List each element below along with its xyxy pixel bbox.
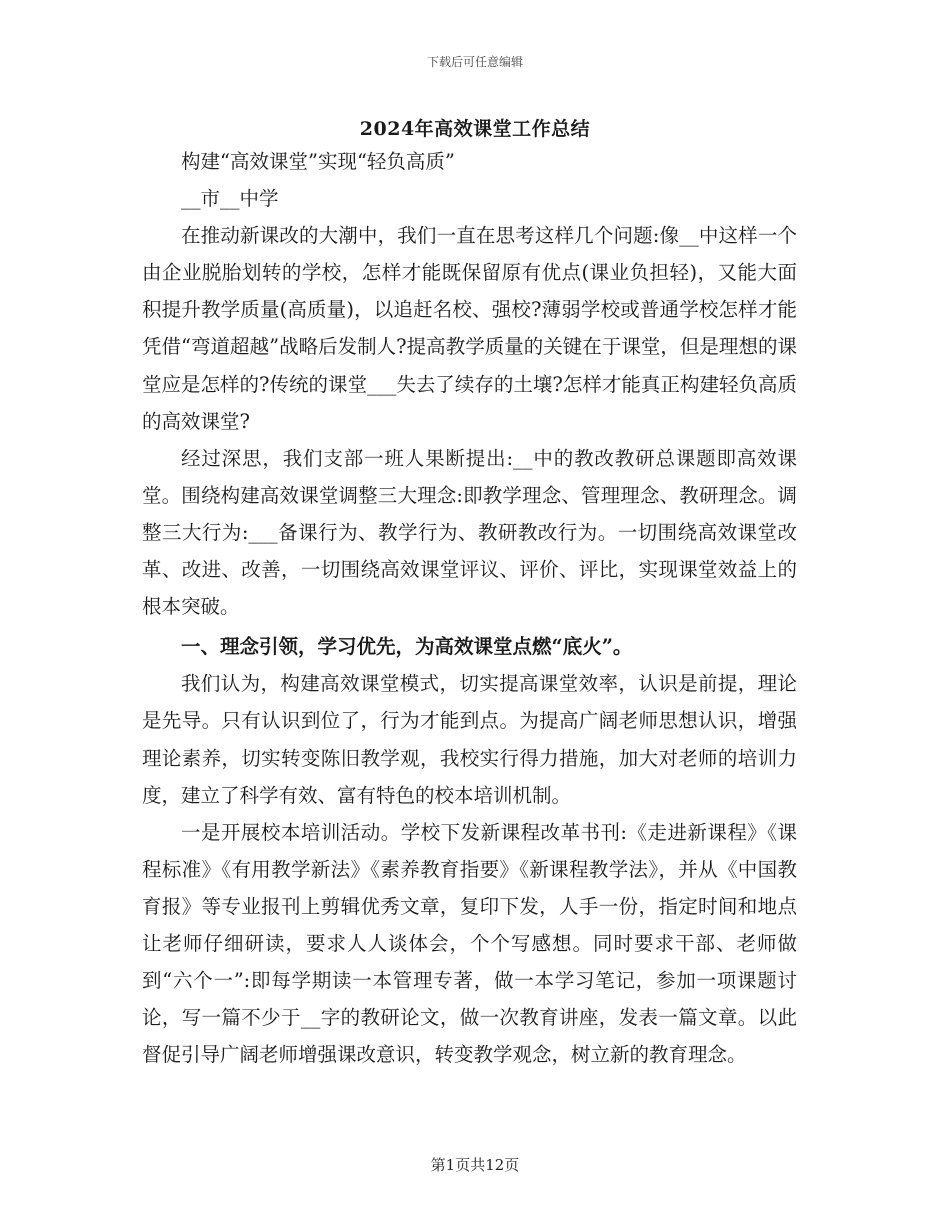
body-paragraph: 经过深思，我们支部一班人果断提出:__中的教改教研总课题即高效课堂。围绕构建高效课堂调整三大理念:即教学理念、管理理念、教研理念。调整三大行为:___备课行为、教学行为、教研教改行为。一切围绕高效课堂改革、改进、改善，一切围绕高效课堂评议、评价、评比，实现课堂效益上的根本突破。 xyxy=(142,446,797,619)
author-line: __市__中学 xyxy=(181,187,279,211)
body-paragraph: 在推动新课改的大潮中，我们一直在思考这样几个问题:像__中这样一个由企业脱胎划转的学校，怎样才能既保留原有优点(课业负担轻)，又能大面积提升教学质量(高质量)，以追赶名校、强校?薄弱学校或普通学校怎样才能凭借“弯道超越”战略后发制人?提高教学质量的关键在于课堂，但是理想的课堂应是怎样的?传统的课堂___失去了续存的土壤?怎样才能真正构建轻负高质的高效课堂? xyxy=(142,224,797,433)
section-heading: 一、理念引领，学习优先，为高效课堂点燃“底火”。 xyxy=(181,635,633,659)
subtitle: 构建“高效课堂”实现“轻负高质” xyxy=(181,150,455,173)
body-paragraph: 我们认为，构建高效课堂模式，切实提高课堂效率，认识是前提，理论是先导。只有认识到位了，行为才能到点。为提高广阔老师思想认识，增强理论素养，切实转变陈旧教学观，我校实行得力措施，加大对老师的培训力度，建立了科学有效、富有特色的校本培训机制。 xyxy=(142,672,797,807)
body-paragraph: 一是开展校本培训活动。学校下发新课程改革书刊:《走进新课程》《课程标准》《有用教学新法》《素养教育指要》《新课程教学法》，并从《中国教育报》等专业报刊上剪辑优秀文章，复印下发，人手一份，指定时间和地点让老师仔细研读，要求人人谈体会，个个写感想。同时要求干部、老师做到“六个一”:即每学期读一本管理专著，做一本学习笔记，参加一项课题讨论，写一篇不少于__字的教研论文，做一次教育讲座，发表一篇文章。以此督促引导广阔老师增强课改意识，转变教学观念，树立新的教育理念。 xyxy=(142,820,797,1067)
page-header-note: 下载后可任意编辑 xyxy=(426,55,523,69)
page-number: 第1页共12页 xyxy=(430,1156,520,1174)
document-title: 2024年高效课堂工作总结 xyxy=(359,118,591,140)
document-body xyxy=(142,143,797,1073)
